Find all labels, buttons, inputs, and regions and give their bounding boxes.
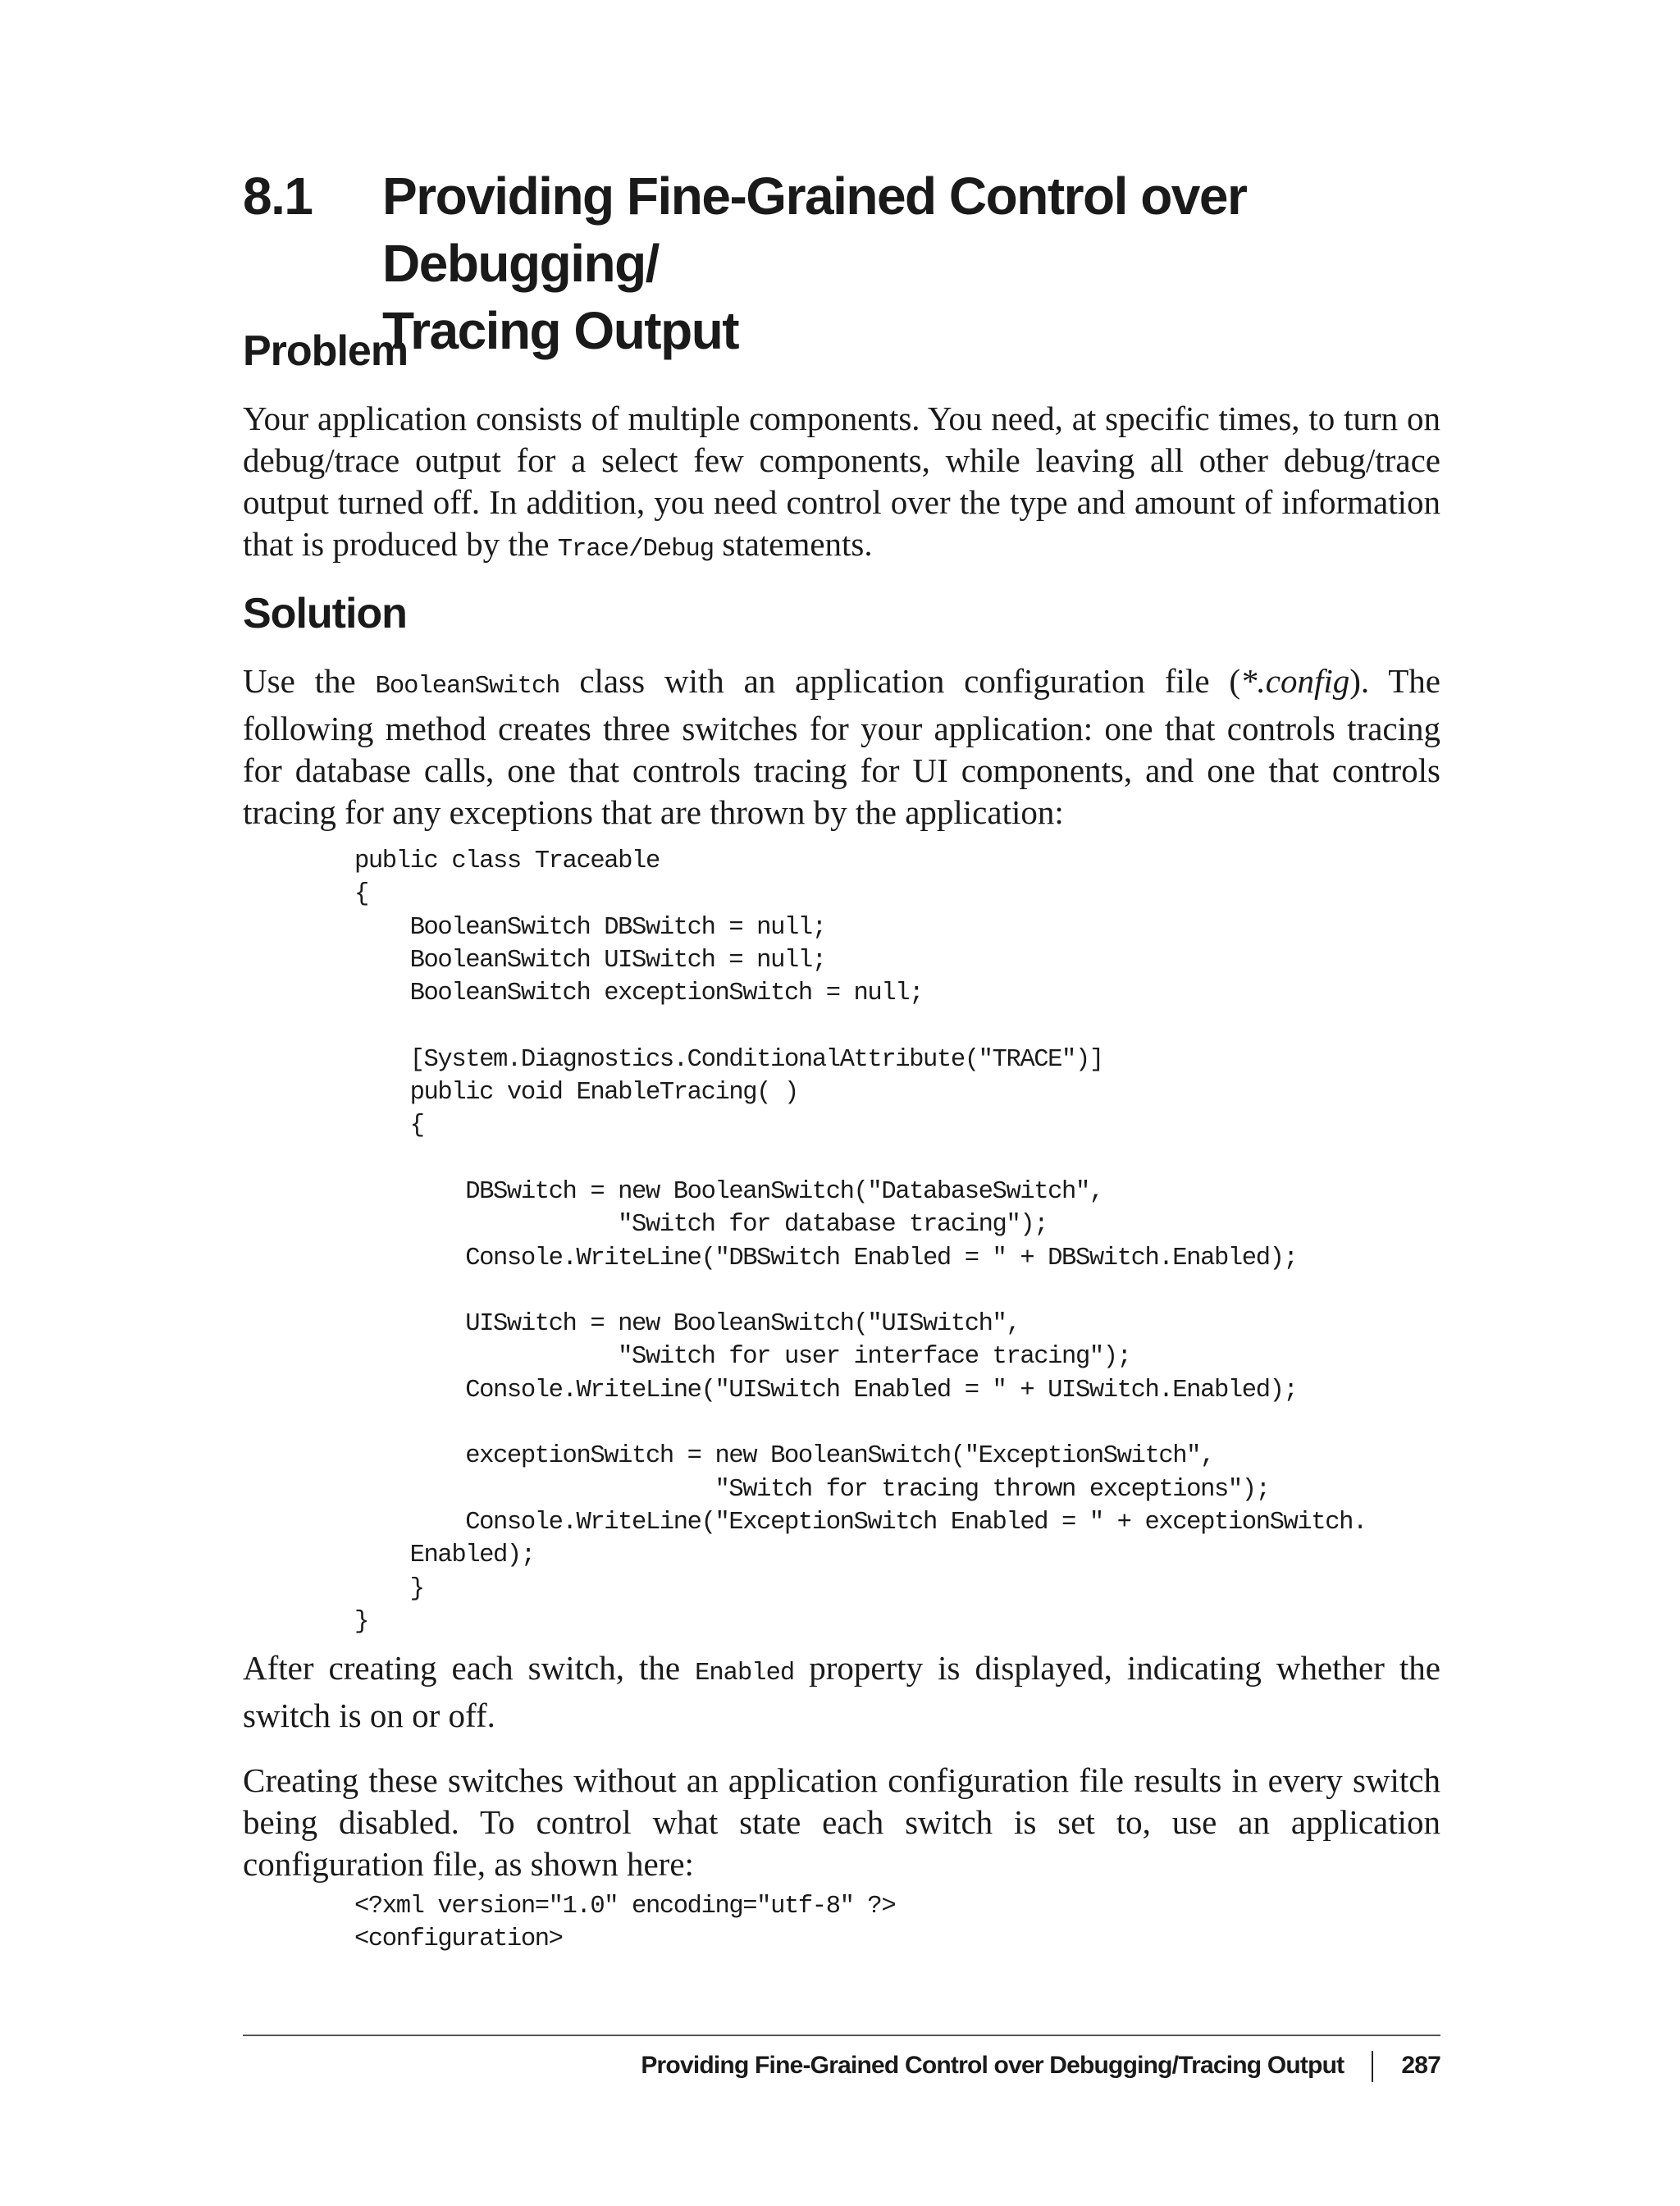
code-listing-config: <?xml version="1.0" encoding="utf-8" ?> <configuration> — [354, 1893, 896, 1954]
after-inline-code: Enabled — [695, 1660, 795, 1688]
solution-text-1: Use the — [243, 662, 376, 700]
running-title: Providing Fine-Grained Control over Debugging/Tracing Output — [641, 2051, 1344, 2079]
after-text-2: property is displayed, indicating whether the switch is on or off. — [243, 1649, 1440, 1734]
problem-inline-code: Trace/Debug — [557, 536, 714, 564]
problem-text-2: statements. — [714, 525, 873, 563]
config-file-extension: *.config — [1240, 662, 1350, 700]
solution-heading: Solution — [243, 590, 407, 637]
solution-inline-code: BooleanSwitch — [375, 673, 560, 701]
page-footer — [641, 2051, 1440, 2082]
section-title-line-1: Providing Fine-Grained Control over Debugging/ — [382, 167, 1247, 293]
section-title — [382, 162, 1449, 364]
after-code-paragraph — [243, 1647, 1440, 1737]
section-title-line-2: Tracing Output — [382, 301, 739, 360]
solution-text-3: ). The following method creates three switches for your application: one that controls tracing for database calls, one that controls tracing for UI components, and one that controls tracing for any exceptions that are thrown by the application: — [243, 662, 1440, 831]
config-paragraph: Creating these switches without an application configuration file results in every switch being disabled. To control what state each switch is set to, use an application configuration file, as shown here: — [243, 1761, 1440, 1883]
problem-paragraph — [243, 398, 1440, 571]
footer-separator — [1372, 2051, 1373, 2082]
page-number: 287 — [1401, 2051, 1440, 2079]
solution-text-2: class with an application configuration file ( — [559, 662, 1241, 700]
problem-heading: Problem — [243, 327, 409, 375]
problem-text-1: Your application consists of multiple components. You need, at specific times, to turn on debug/trace output for a select few components, while leaving all other debug/trace output turned off. In addition, you need control over the type and amount of information that is produced by the — [243, 400, 1440, 563]
code-listing-traceable: public class Traceable { BooleanSwitch DBSwitch = null; BooleanSwitch UISwitch = null; BooleanSwitch exceptionSwitch = null; [System.Diagnostics.ConditionalAttribute("TRACE")] public void EnableTracing( ) { DBSwitch = new BooleanSwitch("DatabaseSwitch", "Switch for database tracing"); Console.WriteLine("DBSwitch Enabled = " + DBSwitch.Enabled); UISwitch = new BooleanSwitch("UISwitch", "Switch for user interface tracing"); Console.WriteLine("UISwitch Enabled = " + UISwitch.Enabled); exceptionSwitch = new BooleanSwitch("ExceptionSwitch", "Switch for tracing thrown exceptions"); Console.WriteLine("ExceptionSwitch Enabled = " + exceptionSwitch. Enabled); } } — [354, 847, 1367, 1636]
after-text-1: After creating each switch, the — [243, 1649, 696, 1687]
solution-paragraph — [243, 660, 1440, 834]
footer-divider — [243, 2035, 1440, 2036]
section-number: 8.1 — [243, 167, 313, 226]
